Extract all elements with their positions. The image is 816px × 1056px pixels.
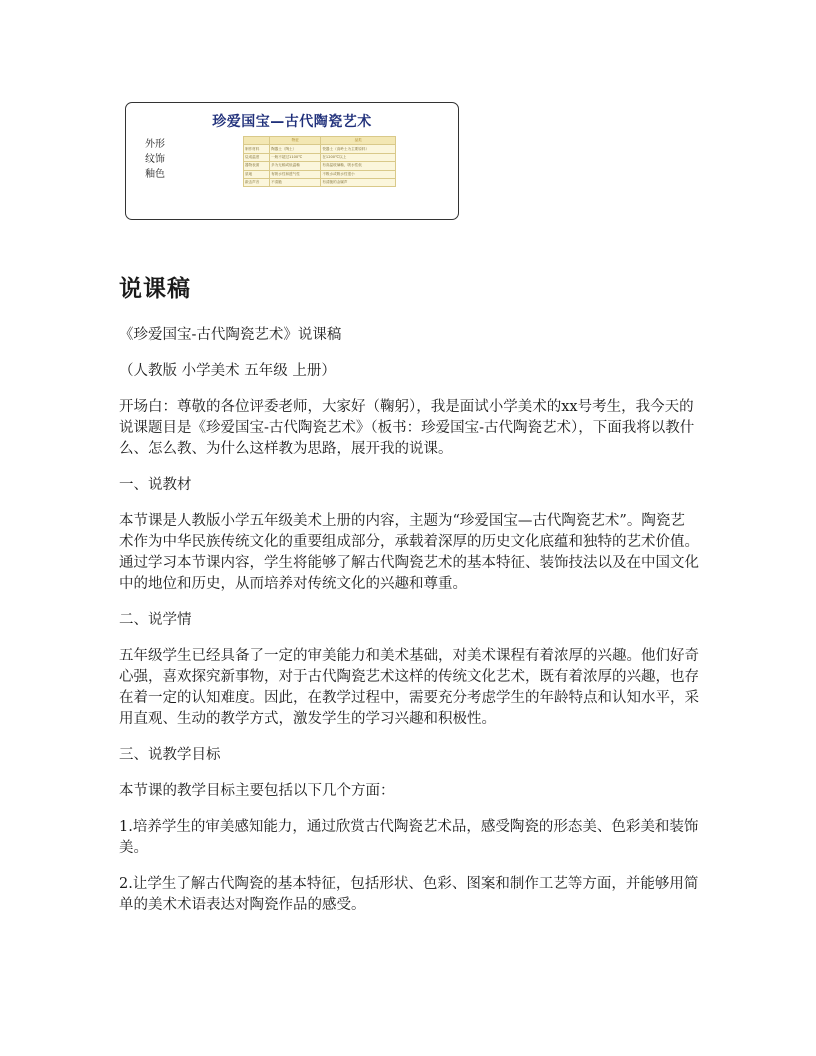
goal-item-2: 2.让学生了解古代陶瓷的基本特征，包括形状、色彩、图案和制作工艺等方面，并能够用简单的美术术语表达对陶瓷作品的感受。 <box>119 876 699 913</box>
board-label-glaze: 釉色 <box>145 169 165 180</box>
table-header-cell: 品类 <box>321 137 396 145</box>
table-row <box>244 170 396 178</box>
edition-line: （人教版 小学美术 五年级 上册） <box>119 363 336 379</box>
section-heading-students: 二、说学情 <box>119 612 192 628</box>
page-title: 说课稿 <box>119 276 191 302</box>
table-cell: 器物表面 <box>244 162 270 170</box>
table-cell: 烧成温度 <box>244 153 270 161</box>
goals-intro: 本节课的教学目标主要包括以下几个方面： <box>119 783 395 799</box>
table-header-row <box>244 137 396 145</box>
table-cell: 质地 <box>244 170 270 178</box>
table-cell: 多为无釉或低温釉 <box>270 162 321 170</box>
table-cell: 有吸水性和透气性 <box>270 170 321 178</box>
section-heading-textbook: 一、说教材 <box>119 477 192 493</box>
opening-paragraph: 开场白：尊敬的各位评委老师，大家好（鞠躬），我是面试小学美术的xx号考生，我今天的说课题目是《珍爱国宝-古代陶瓷艺术》（板书：珍爱国宝-古代陶瓷艺术），下面我将以教什么、怎么教、为什么这样教为思路，展开我的说课。 <box>119 399 695 457</box>
table-cell: 敲击声音 <box>244 178 270 186</box>
board-label-shape: 外形 <box>145 139 165 150</box>
table-header-cell: 特征 <box>270 137 321 145</box>
goal-item-1: 1.培养学生的审美感知能力，通过欣赏古代陶瓷艺术品，感受陶瓷的形态美、色彩美和装饰美。 <box>119 819 699 856</box>
students-paragraph: 五年级学生已经具备了一定的审美能力和美术基础，对美术课程有着浓厚的兴趣。他们好奇心强，喜欢探究新事物，对于古代陶瓷艺术这样的传统文化艺术，既有着浓厚的兴趣，也存在着一定的认知难度。因此，在教学过程中，需要充分考虑学生的年龄特点和认知水平，采用直观、生动的教学方式，激发学生的学习兴趣和积极性。 <box>119 648 699 727</box>
doc-title-line: 《珍爱国宝-古代陶瓷艺术》说课稿 <box>119 327 342 343</box>
table-cell: 一般不超过1100℃ <box>270 153 321 161</box>
board-labels <box>145 137 165 182</box>
board-label-pattern: 纹饰 <box>145 154 165 165</box>
table-row <box>244 162 396 170</box>
section-heading-goals: 三、说教学目标 <box>119 747 221 763</box>
table-cell: 不吸水或吸水性很小 <box>321 170 396 178</box>
textbook-paragraph: 本节课是人教版小学五年级美术上册的内容，主题为“珍爱国宝—古代陶瓷艺术”。陶瓷艺术作为中华民族传统文化的重要组成部分，承载着深厚的历史文化底蕴和独特的艺术价值。通过学习本节课内容，学生将能够了解古代陶瓷艺术的基本特征、装饰技法以及在中国文化中的地位和历史，从而培养对传统文化的兴趣和尊重。 <box>119 513 699 592</box>
document-body <box>119 325 699 931</box>
table-cell: 陶器土（陶土） <box>270 145 321 153</box>
blackboard-design <box>125 102 459 220</box>
table-row <box>244 153 396 161</box>
table-header-cell <box>244 137 270 145</box>
table-cell: 有高温玻璃釉，吸水性低 <box>321 162 396 170</box>
table-cell: 不清脆 <box>270 178 321 186</box>
table-row <box>244 145 396 153</box>
table-cell: 制作材料 <box>244 145 270 153</box>
table-cell: 瓷器土（高岭土为主要原料） <box>321 145 396 153</box>
comparison-table-image <box>243 136 396 187</box>
board-title: 珍爱国宝—古代陶瓷艺术 <box>212 114 372 130</box>
table-row <box>244 178 396 186</box>
table-cell: 在1200℃以上 <box>321 153 396 161</box>
table-cell: 有清脆的金属声 <box>321 178 396 186</box>
